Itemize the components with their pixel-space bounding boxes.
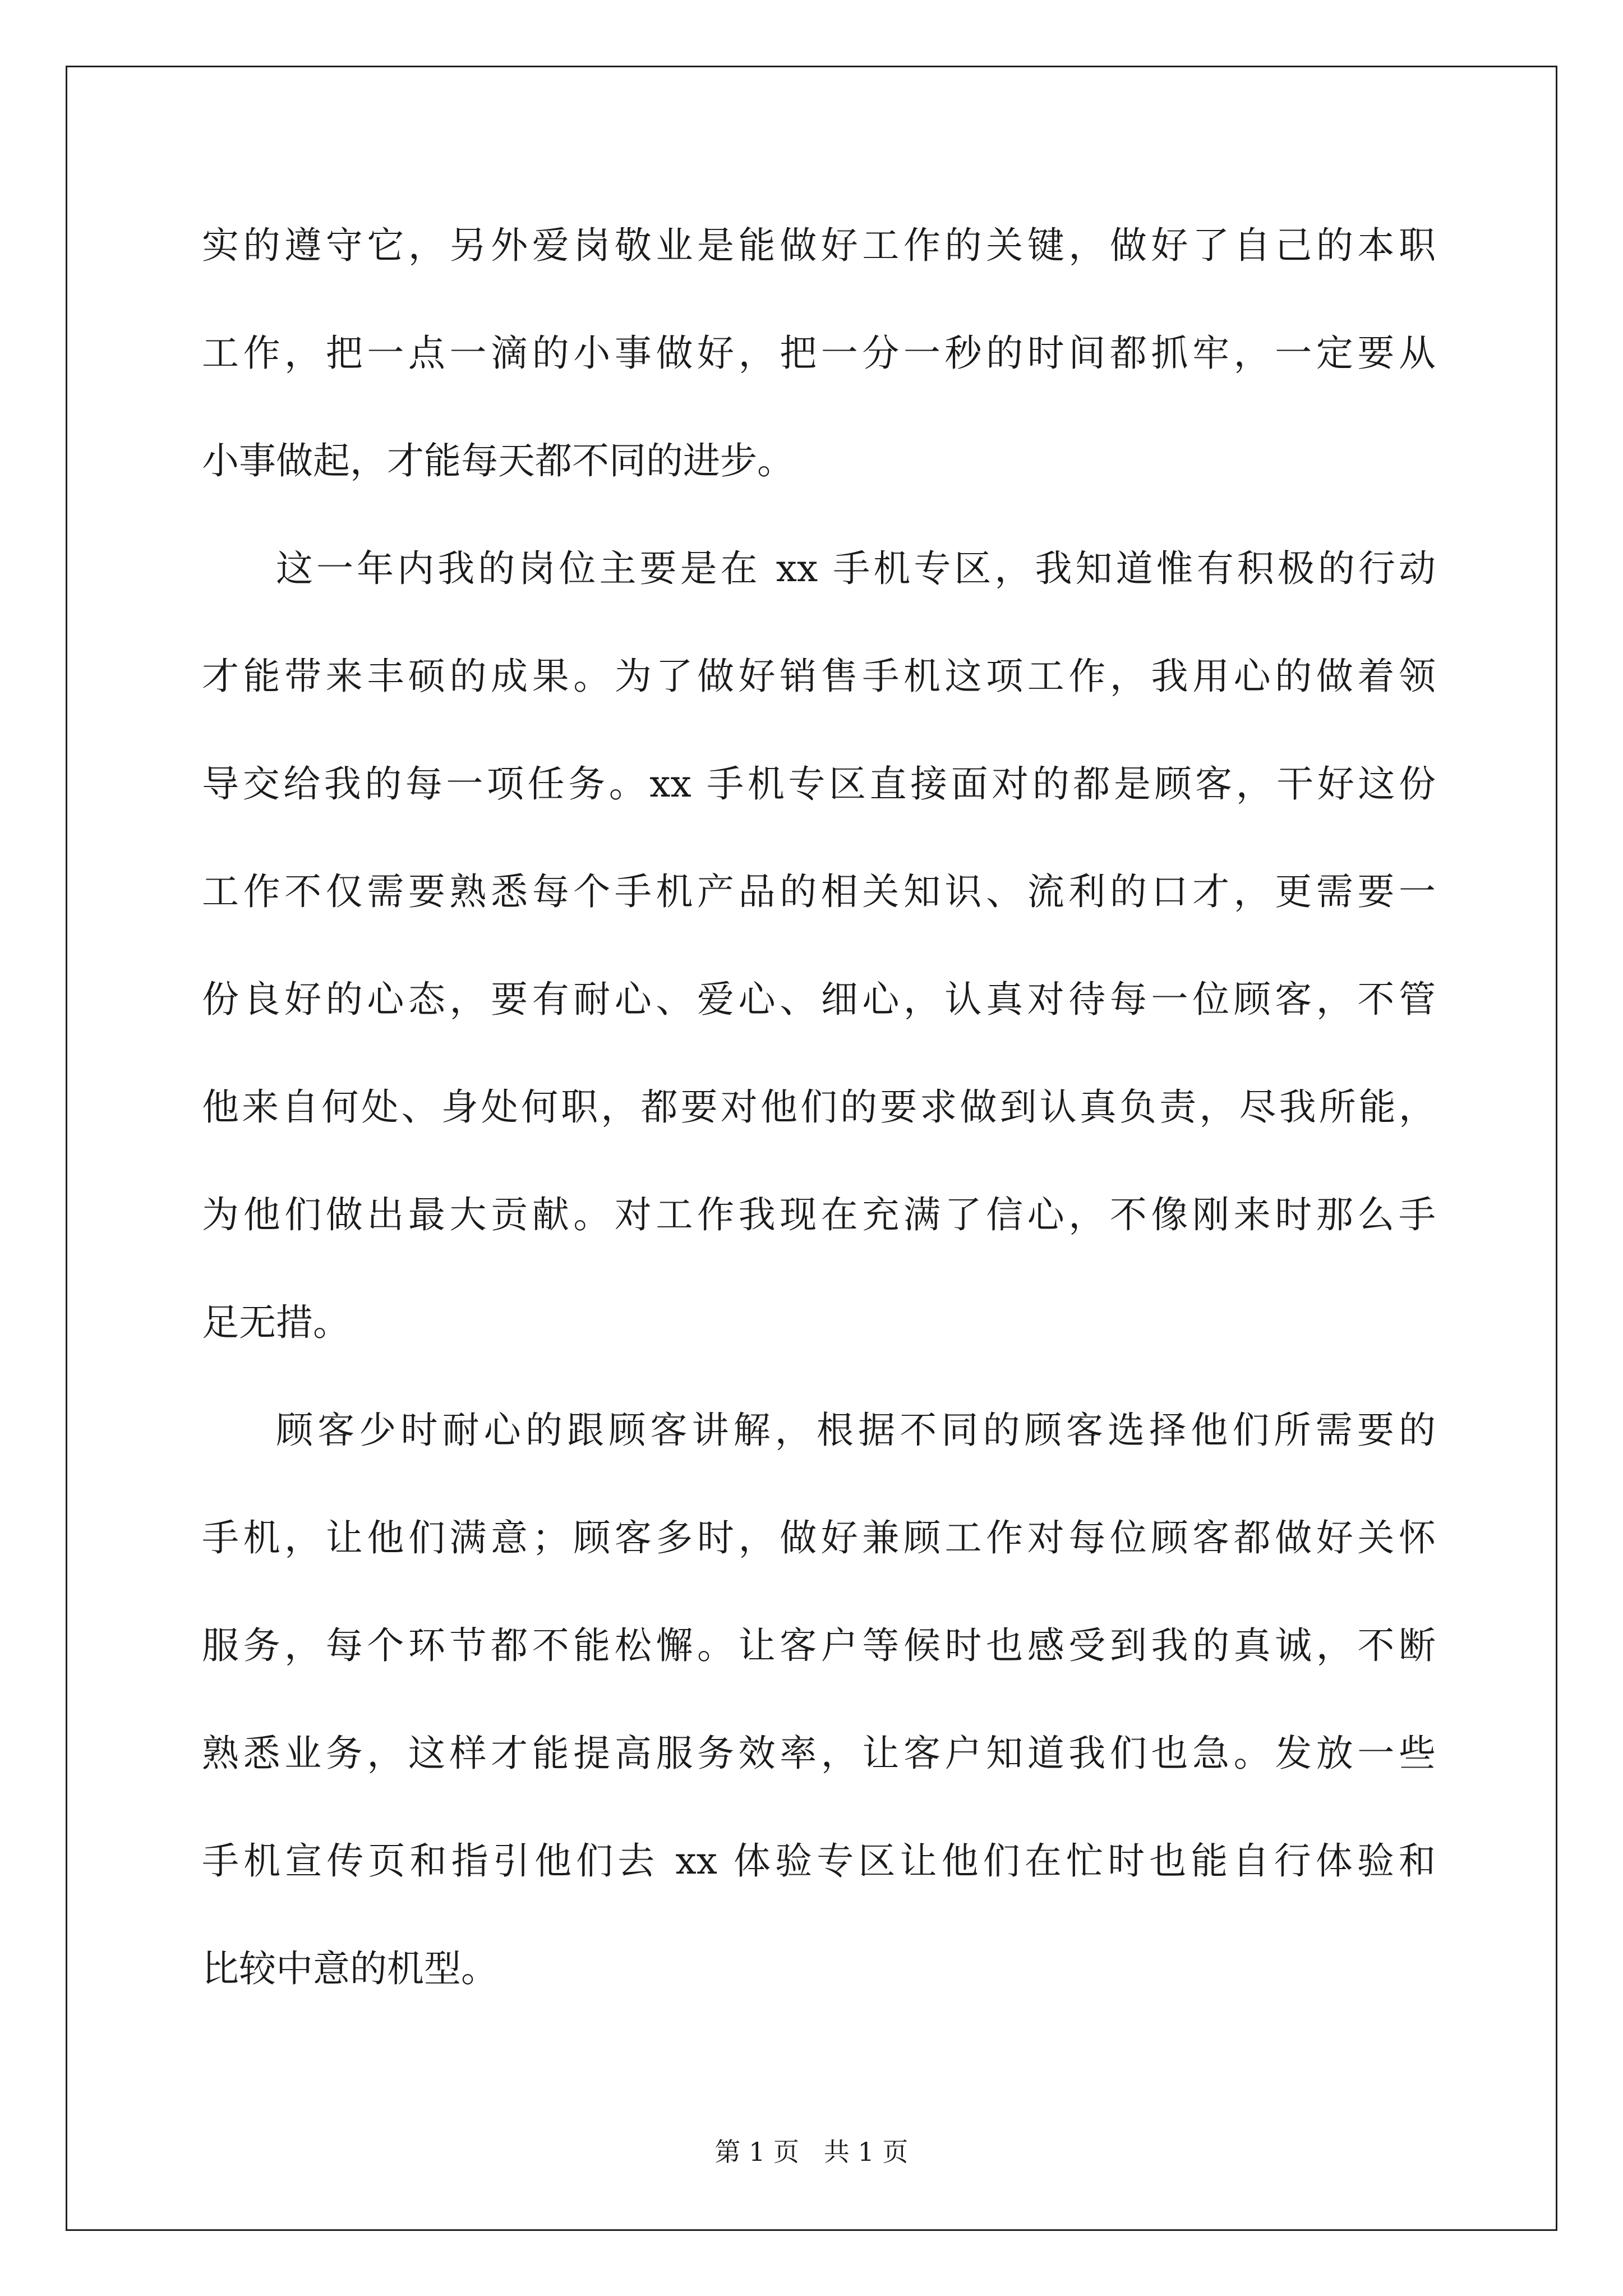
text-line: 手机，让他们满意；顾客多时，做好兼顾工作对每位顾客都做好关怀 [202, 1516, 1436, 1559]
text-line: 才能带来丰硕的成果。为了做好销售手机这项工作，我用心的做着领 [202, 655, 1436, 698]
text-line: 小事做起，才能每天都不同的进步。 [202, 439, 794, 482]
text-line: 足无措。 [202, 1301, 350, 1344]
text-line: 为他们做出最大贡献。对工作我现在充满了信心，不像刚来时那么手 [202, 1193, 1436, 1236]
text-line: 实的遵守它，另外爱岗敬业是能做好工作的关键，做好了自己的本职 [202, 224, 1436, 267]
text-line: 份良好的心态，要有耐心、爱心、细心，认真对待每一位顾客，不管 [202, 978, 1436, 1021]
text-line: 服务，每个环节都不能松懈。让客户等候时也感受到我的真诚，不断 [202, 1624, 1436, 1667]
text-line: 导交给我的每一项任务。xx 手机专区直接面对的都是顾客，干好这份 [202, 762, 1436, 806]
text-line: 顾客少时耐心的跟顾客讲解，根据不同的顾客选择他们所需要的 [276, 1409, 1436, 1452]
text-line: 工作，把一点一滴的小事做好，把一分一秒的时间都抓牢，一定要从 [202, 332, 1436, 375]
page-footer: 第 1 页 共 1 页 [714, 2137, 909, 2167]
document-body [202, 219, 1436, 2050]
text-line: 他来自何处、身处何职，都要对他们的要求做到认真负责，尽我所能， [202, 1085, 1436, 1129]
text-line: 工作不仅需要熟悉每个手机产品的相关知识、流利的口才，更需要一 [202, 870, 1436, 913]
text-line: 这一年内我的岗位主要是在 xx 手机专区，我知道惟有积极的行动 [276, 547, 1436, 590]
text-line: 熟悉业务，这样才能提高服务效率，让客户知道我们也急。发放一些 [202, 1732, 1436, 1775]
text-line: 比较中意的机型。 [202, 1947, 498, 1990]
text-line: 手机宣传页和指引他们去 xx 体验专区让他们在忙时也能自行体验和 [202, 1839, 1436, 1883]
